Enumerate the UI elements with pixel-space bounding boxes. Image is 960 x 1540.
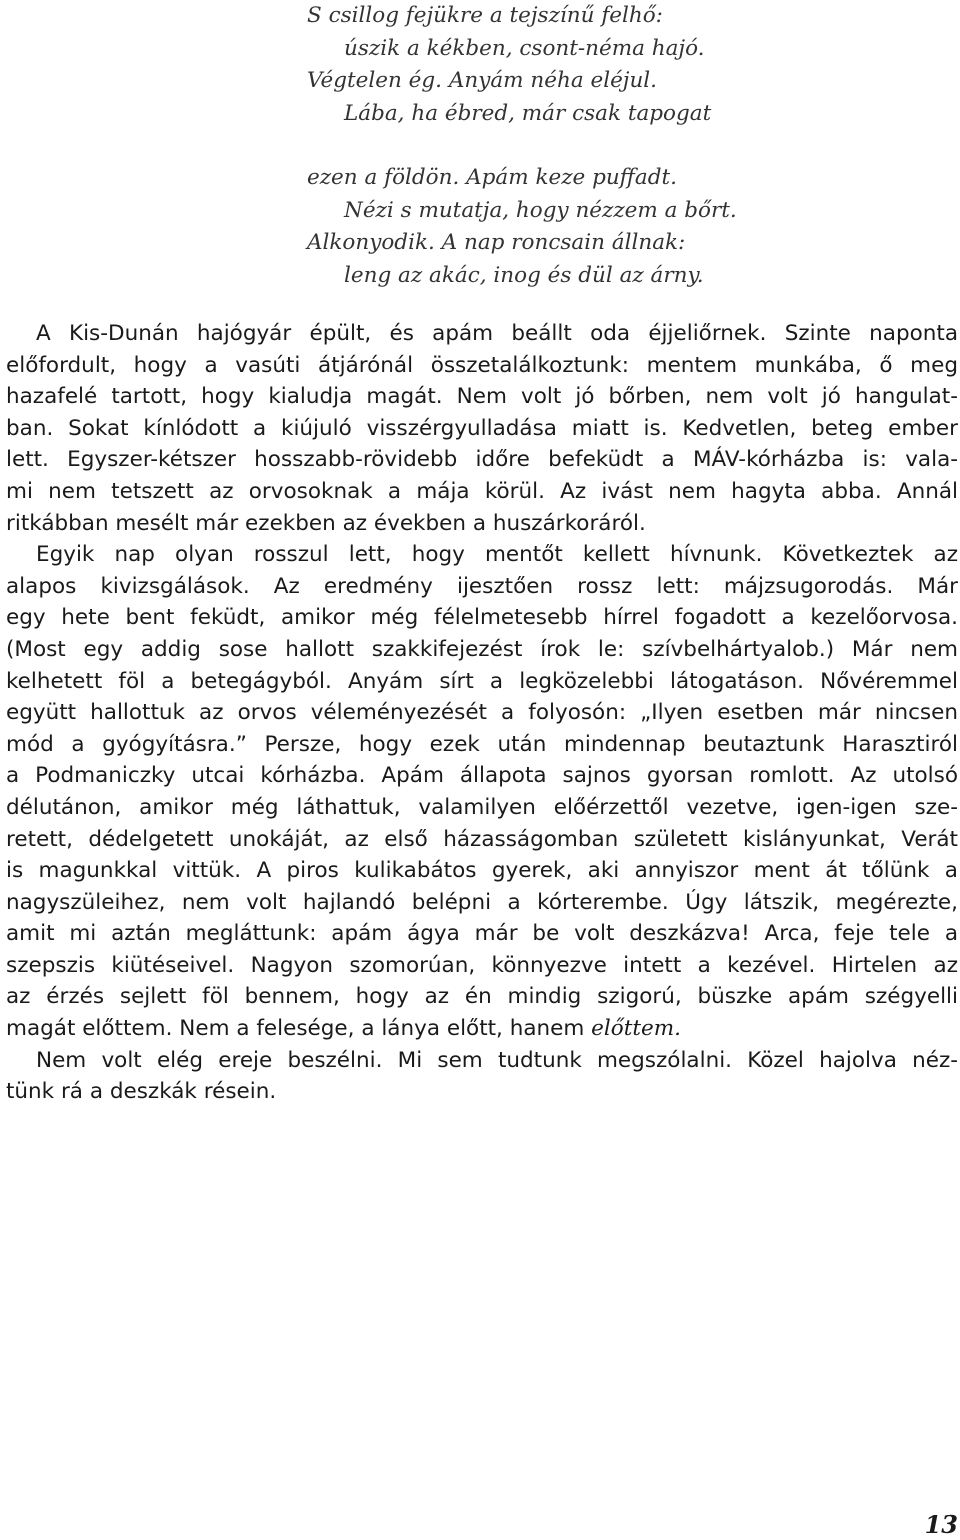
poem-line: Lába, ha ébred, már csak tapogat (344, 100, 712, 126)
prose-line: alapos kivizsgálások. Az eredmény ijesztően rossz lett: májzsugorodás. Már (6, 573, 958, 599)
page-number: 13 (924, 1510, 958, 1539)
prose-line: A Kis-Dunán hajógyár épült, és apám beállt oda éjjeliőrnek. Szinte naponta (36, 321, 958, 346)
poem-line: Alkonyodik. A nap roncsain állnak: (307, 230, 686, 255)
poem-line: úszik a kékben, csont-néma hajó. (344, 35, 705, 61)
prose-line: tünk rá a deszkák résein. (6, 1079, 277, 1105)
prose-line: együtt hallottuk az orvos véleményezését a folyosón: „Ilyen esetben már nincsen (6, 700, 958, 726)
prose-line: kelhetett föl a betegágyból. Anyám sírt a legközelebbi látogatáson. Nővéremmel (6, 668, 958, 694)
prose-line: ritkábban mesélt már ezekben az években a huszárkoráról. (6, 510, 646, 536)
prose-line: szepszis kiütéseivel. Nagyon szomorúan, könnyezve intett a kezével. Hirtelen az (6, 952, 958, 978)
prose-line: egy hete bent feküdt, amikor még félelmetesebb hírrel fogadott a kezelőorvosa. (6, 605, 958, 631)
prose-line: lett. Egyszer-kétszer hosszabb-rövidebb időre befeküdt a MÁV-kórházba is: vala- (6, 447, 958, 473)
prose-line: amit mi aztán megláttunk: apám ágya már be volt deszkázva! Arca, feje tele a (6, 921, 958, 947)
poem-line: Végtelen ég. Anyám néha eléjul. (307, 68, 658, 93)
prose-line: retett, dédelgetett unokáját, az első házasságomban született kislányunkat, Verát (6, 826, 958, 852)
prose-line-with-emphasis (6, 1013, 958, 1045)
prose-line: az érzés sejlett föl bennem, hogy az én mindig szigorú, büszke apám szégyelli (6, 984, 958, 1010)
poem-line: ezen a földön. Apám keze puffadt. (307, 165, 677, 190)
prose-line: Nem volt elég ereje beszélni. Mi sem tudtunk megszólalni. Közel hajolva néz- (36, 1047, 958, 1073)
prose-line: a Podmaniczky utcai kórházba. Apám állapota sajnos gyorsan romlott. Az utolsó (6, 763, 958, 789)
prose-body (6, 318, 958, 1108)
prose-line: mód a gyógyításra.” Persze, hogy ezek után mindennap beutaztunk Harasztiról (6, 731, 958, 757)
prose-line: délutánon, amikor még láthattuk, valamilyen előérzettől vezetve, igen-igen sze- (6, 794, 958, 820)
prose-line: hazafelé tartott, hogy kialudja magát. Nem volt jó bőrben, nem volt jó hangulat- (6, 384, 958, 410)
poem-line: S csillog fejükre a tejszínű felhő: (307, 3, 663, 28)
prose-line: (Most egy addig sose hallott szakkifejezést írok le: szívbelhártyalob.) Már nem (6, 636, 958, 662)
poem (307, 0, 737, 292)
prose-line: előfordult, hogy a vasúti átjárónál összetalálkoztunk: mentem munkába, ő meg (6, 352, 958, 378)
poem-line: leng az akác, inog és dül az árny. (344, 262, 704, 288)
prose-line: mi nem tetszett az orvosoknak a mája körül. Az ivást nem hagyta abba. Annál (6, 478, 958, 504)
prose-line: ban. Sokat kínlódott a kiújuló visszérgyulladása miatt is. Kedvetlen, beteg ember (6, 415, 958, 441)
prose-line-text: magát előttem. Nem a felesége, a lánya előtt, hanem (6, 1016, 585, 1042)
emphasized-word: előttem. (591, 1016, 681, 1042)
prose-line: is magunkkal vittük. A piros kulikabátos gyerek, aki annyiszor ment át tőlünk a (6, 858, 958, 884)
prose-line: Egyik nap olyan rosszul lett, hogy mentőt kellett hívnunk. Következtek az (36, 542, 958, 568)
prose-line: nagyszüleihez, nem volt hajlandó belépni a kórterembe. Úgy látszik, megérezte, (6, 889, 958, 915)
poem-line: Nézi s mutatja, hogy nézzem a bőrt. (344, 197, 737, 223)
